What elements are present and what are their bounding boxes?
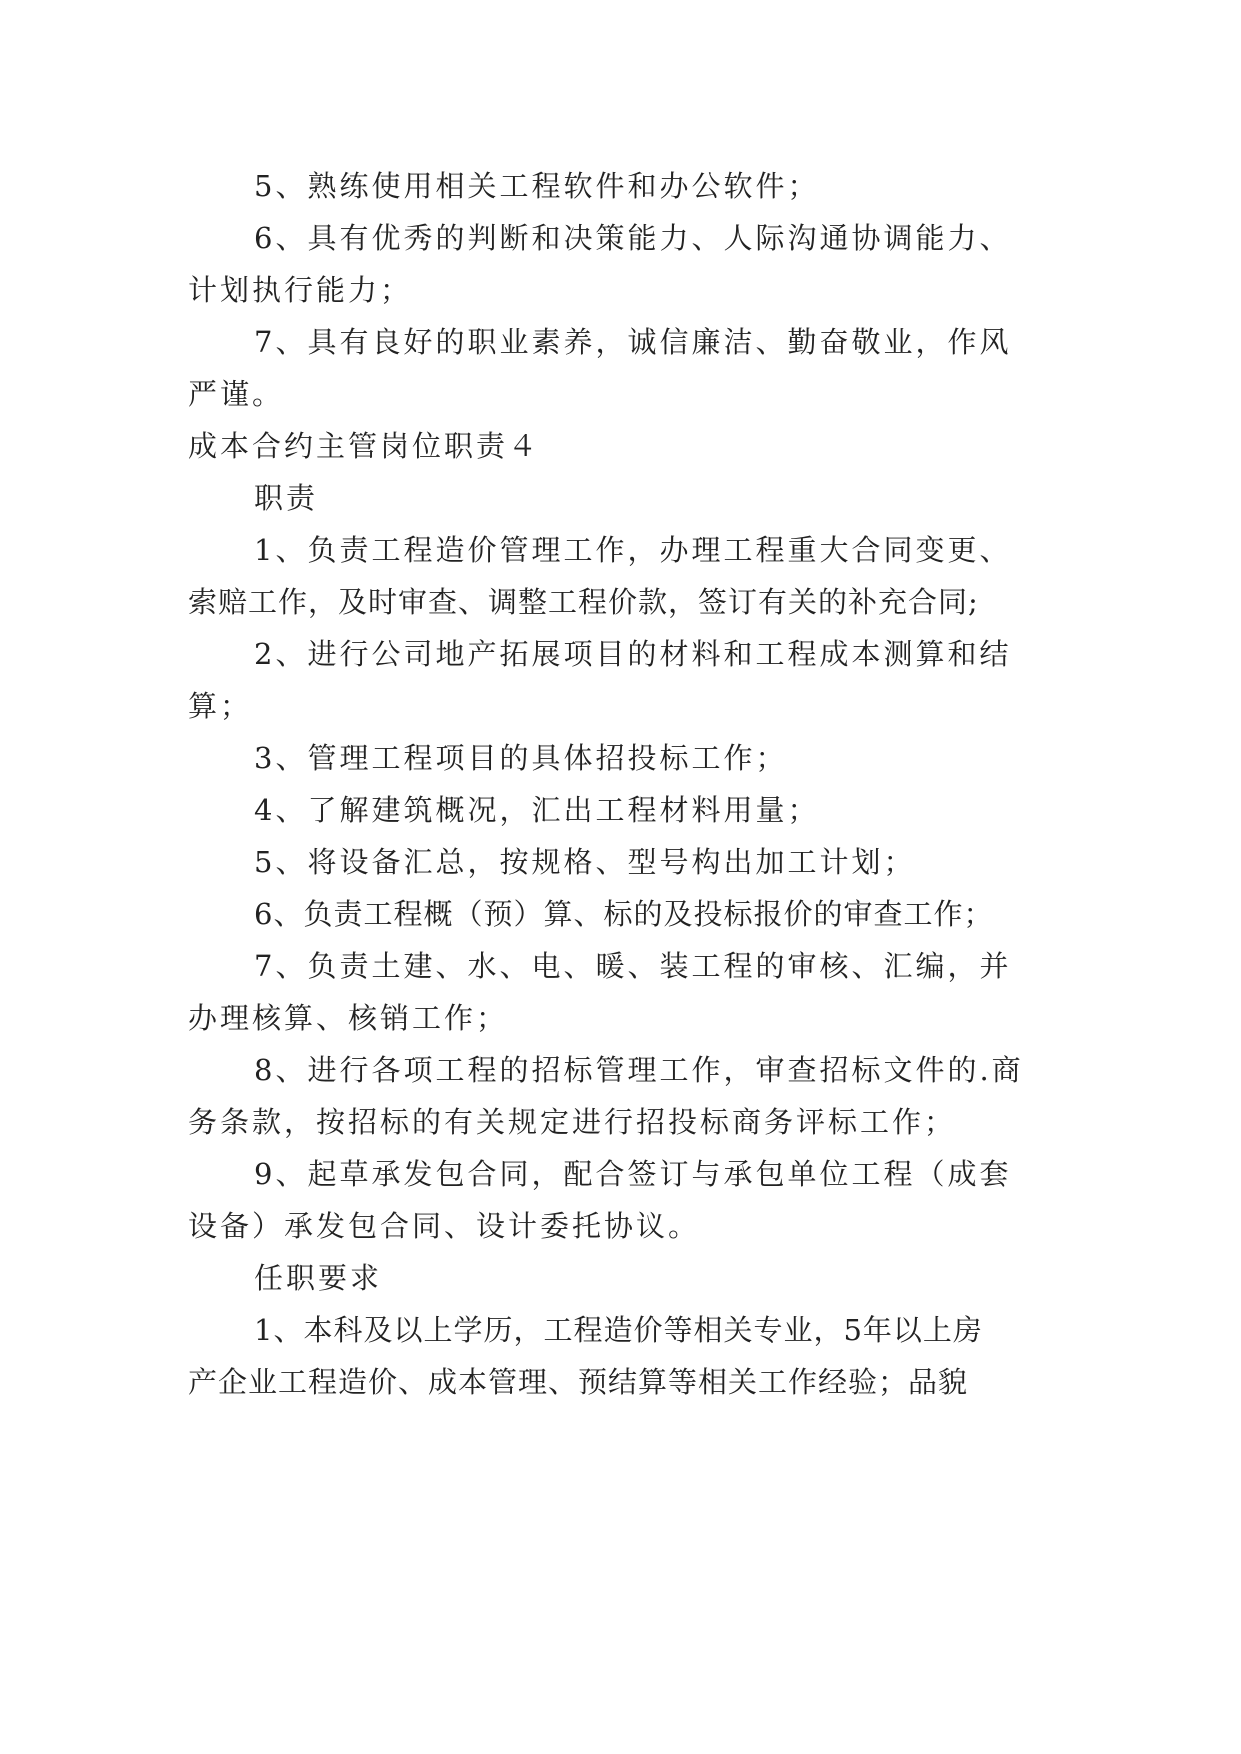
section-heading: 成本合约主管岗位职责４ <box>188 429 541 463</box>
text-line: 计划执行能力； <box>188 273 413 307</box>
text-line: 索赔工作，及时审查、调整工程价款，签订有关的补充合同; <box>188 585 979 619</box>
subheading-requirements: 任职要求 <box>254 1261 383 1295</box>
text-line: 9、起草承发包合同，配合签订与承包单位工程（成套 <box>254 1157 1012 1191</box>
text-line: 2、进行公司地产拓展项目的材料和工程成本测算和结 <box>254 637 1012 671</box>
text-line: 7、负责土建、水、电、暖、装工程的审核、汇编，并 <box>254 949 1012 983</box>
text-line: 3、管理工程项目的具体招投标工作； <box>254 741 788 775</box>
text-line: 产企业工程造价、成本管理、预结算等相关工作经验；品貌 <box>188 1365 969 1399</box>
text-line: 1、本科及以上学历，工程造价等相关专业，5年以上房 <box>254 1313 983 1347</box>
text-line: 8、进行各项工程的招标管理工作，审查招标文件的.商 <box>254 1053 1024 1087</box>
subheading-duties: 职责 <box>254 481 319 515</box>
text-line: 5、熟练使用相关工程软件和办公软件； <box>254 169 820 203</box>
text-line: 6、具有优秀的判断和决策能力、人际沟通协调能力、 <box>254 221 1012 255</box>
text-line: 严谨。 <box>188 377 285 411</box>
text-line: 务条款，按招标的有关规定进行招投标商务评标工作； <box>188 1105 957 1139</box>
text-line: 设备）承发包合同、设计委托协议。 <box>188 1209 701 1243</box>
text-line: 7、具有良好的职业素养，诚信廉洁、勤奋敬业，作风 <box>254 325 1012 359</box>
text-line: 5、将设备汇总，按规格、型号构出加工计划； <box>254 845 916 879</box>
text-line: 1、负责工程造价管理工作，办理工程重大合同变更、 <box>254 533 1012 567</box>
text-line: 办理核算、核销工作； <box>188 1001 509 1035</box>
text-line: 4、了解建筑概况，汇出工程材料用量； <box>254 793 820 827</box>
text-line: 算； <box>188 689 253 723</box>
text-line: 6、负责工程概（预）算、标的及投标报价的审查工作； <box>254 897 994 931</box>
